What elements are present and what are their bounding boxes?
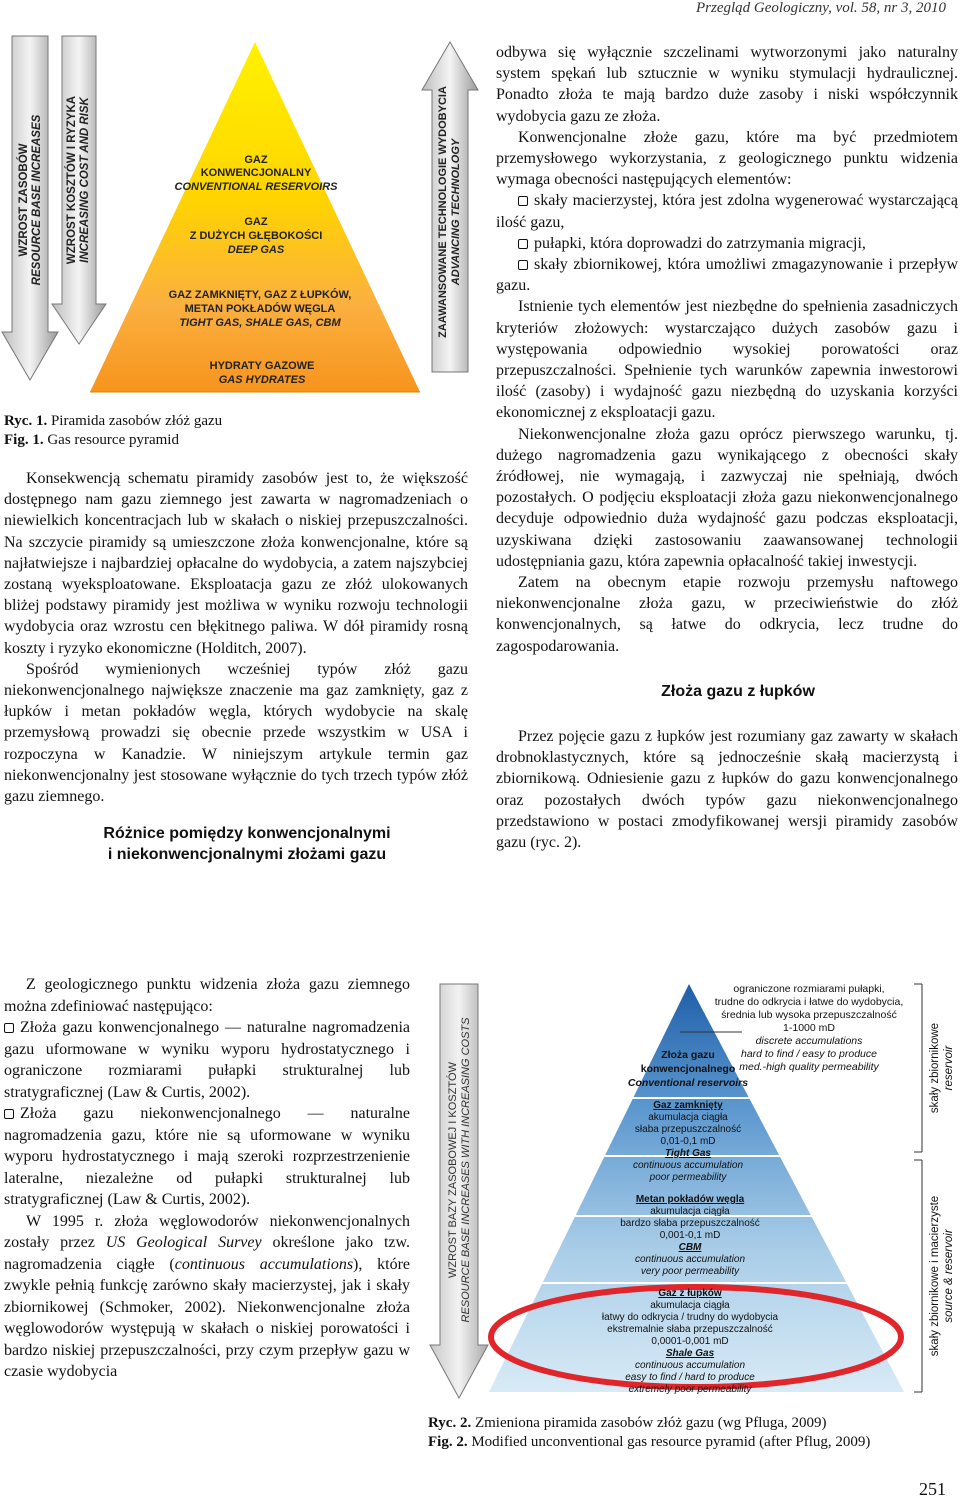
paragraph: Zatem na obecnym etapie rozwoju przemysłu naftowego niekonwencjonalne złoża gazu, w przeciwieństwie do złóż konwencjonalnych, są łatwe do odkrycia, lecz trudne do zagospodarowania. [496,574,958,655]
svg-text:RESOURCE BASE INCREASES WITH I: RESOURCE BASE INCREASES WITH INCREASING COSTS [460,1017,472,1323]
svg-text:łatwy do odkrycia / trudny do: łatwy do odkrycia / trudny do wydobycia [601,1312,779,1323]
svg-text:Shale Gas: Shale Gas [665,1348,715,1359]
svg-text:med.-high quality permeability: med.-high quality permeability [739,1061,879,1073]
svg-text:Złoża gazu: Złoża gazu [661,1049,715,1061]
paragraph: Spośród wymienionych wcześniej typów złóż gazu niekonwencjonalnego największe znaczenie ma gaz zamknięty, gaz z łupków i metan pokładów węgla, których wydobycie na skalę przemysłową prowadzi się obecnie przede wszystkim w USA i rozpoczyna w Kanadzie. W niniejszym artykule termin gaz niekonwencjonalny jest stosowane wyłącznie do tych trzech typów złóż gazu ziemnego. [4,660,468,806]
resource-cost-arrow-shape [430,984,488,1398]
svg-text:akumulacja ciągła: akumulacja ciągła [650,1206,730,1217]
resource-base-arrow-shape [2,36,58,380]
svg-text:GAZ: GAZ [244,154,268,166]
svg-text:continuous accumulation: continuous accumulation [632,1160,744,1171]
figure-1-gas-resource-pyramid [0,32,480,417]
paragraph: Z geologicznego punktu widzenia złoża gazu ziemnego można zdefiniować następująco: [4,976,410,1015]
svg-text:GAS HYDRATES: GAS HYDRATES [218,374,306,386]
section-heading: Różnice pomiędzy konwencjonalnymi [103,825,391,843]
paragraph: Niekonwencjonalne złoża gazu oprócz pierwszego warunku, tj. dużego nagromadzenia gazu wynikającego z obecności skały źródłowej, nie wymagają, i zazwyczaj nie spełniają, dwóch pozostałych. O podjęciu eksploatacji złoża gazu niekonwencjonalnego decyduje odpowiednio duża wydajność gazu podczas eksploatacji, uzyskiwana dzięki zastosowaniu zaawansowanej technologii udostępniania gazu, która zapewnia opłacalność takiej inwestycji. [496,425,958,570]
svg-text:DEEP GAS: DEEP GAS [227,244,285,256]
bullet-item: skały zbiornikowej, która umożliwi zmagazynowanie i przepływ gazu. [496,256,958,295]
svg-text:akumulacja ciągła: akumulacja ciągła [650,1300,730,1311]
svg-text:Gaz z łupków: Gaz z łupków [658,1288,722,1299]
svg-text:hard to find / easy to produce: hard to find / easy to produce [740,1048,878,1060]
section-heading: Złoża gazu z łupków [661,682,815,700]
svg-text:source & reservoir: source & reservoir [943,1229,955,1323]
svg-text:Z DUŻYCH GŁĘBOKOŚCI: Z DUŻYCH GŁĘBOKOŚCI [189,230,323,242]
source-reservoir-bracket-label [929,1196,955,1356]
svg-text:CONVENTIONAL RESERVOIRS: CONVENTIONAL RESERVOIRS [174,181,338,193]
svg-text:METAN POKŁADÓW WĘGLA: METAN POKŁADÓW WĘGLA [184,303,336,315]
conventional-note [715,983,904,1073]
svg-text:Metan pokładów węgla: Metan pokładów węgla [635,1194,745,1205]
svg-text:CBM: CBM [678,1242,702,1253]
figure-1-caption: Ryc. 1. Piramida zasobów złóż gazu Fig. 1. Gas resource pyramid [4,413,223,448]
svg-text:średnia lub wysoka przepuszcza: średnia lub wysoka przepuszczalność [721,1009,897,1021]
svg-text:konwencjonalnego: konwencjonalnego [640,1063,736,1075]
svg-text:GAZ: GAZ [244,216,268,228]
svg-text:easy to find / hard to produce: easy to find / hard to produce [625,1372,755,1383]
svg-text:continuous accumulation: continuous accumulation [634,1360,746,1371]
svg-text:Conventional reservoirs: Conventional reservoirs [627,1077,749,1089]
right-column [496,42,958,853]
svg-text:Gaz zamknięty: Gaz zamknięty [653,1100,723,1111]
checkbox-bullet-icon [518,196,528,206]
paragraph: Istnienie tych elementów jest niezbędne do spełnienia zasadniczych kryteriów złożowych: wystarczająco dużych zasobów gazu i występowania odpowiednio wysokiej porowatości oraz przepuszczalności. Spełnienie tych warunków zapewnia inwestorowi ilość (zasoby) i wydajność gazu niezbędną do uzyskania korzyści ekonomicznej z eksploatacji gazu. [496,298,958,422]
bullet-item: Złoża gazu konwencjonalnego — naturalne nagromadzenia gazu uformowane w wyniku wyporu hydrostatycznego i ograniczone rozmiarami pułapki strukturalnej lub stratygraficznej (Law & Curtis, 2002). [4,1019,410,1101]
svg-text:WZROST ZASOBÓW: WZROST ZASOBÓW [18,143,30,257]
svg-text:TIGHT GAS, SHALE GAS, CBM: TIGHT GAS, SHALE GAS, CBM [179,317,341,329]
svg-text:ZAAWANSOWANE TECHNOLOGIE WYDOB: ZAAWANSOWANE TECHNOLOGIE WYDOBYCIA [437,86,449,338]
svg-text:trudne do odkrycia i łatwe do: trudne do odkrycia i łatwe do wydobycia, [714,996,904,1008]
svg-text:skały zbiornikowe i macierzyst: skały zbiornikowe i macierzyste [929,1195,941,1357]
svg-text:INCREASING COST AND RISK: INCREASING COST AND RISK [79,97,91,263]
checkbox-bullet-icon [518,260,528,270]
svg-text:KONWENCJONALNY: KONWENCJONALNY [200,167,312,179]
svg-text:WZROST BAZY ZASOBOWEJ I KOSZTÓ: WZROST BAZY ZASOBOWEJ I KOSZTÓW [447,1062,459,1278]
running-header: Przegląd Geologiczny, vol. 58, nr 3, 2010 [696,0,946,16]
svg-text:WZROST KOSZTÓW I RYZYKA: WZROST KOSZTÓW I RYZYKA [66,95,78,265]
svg-text:very poor permeability: very poor permeability [640,1266,740,1277]
svg-text:extremely poor permeability: extremely poor permeability [628,1384,752,1395]
checkbox-bullet-icon [4,1023,14,1033]
svg-text:słaba przepuszczalność: słaba przepuszczalność [634,1124,742,1135]
svg-text:discrete accumulations: discrete accumulations [755,1035,863,1047]
svg-text:akumulacja ciągła: akumulacja ciągła [648,1112,728,1123]
left-column-lower [4,974,410,1383]
checkbox-bullet-icon [518,239,528,249]
svg-text:ograniczone rozmiarami pułapki: ograniczone rozmiarami pułapki, [733,983,885,995]
svg-text:skały zbiornikowe: skały zbiornikowe [929,1022,941,1114]
figure-2-modified-pyramid [424,980,960,1408]
paragraph: Konsekwencją schematu piramidy zasobów jest to, że większość dostępnego nam gazu ziemnego jest zawarta w nagromadzeniach o niewielkich koncentracjach lub w skałach o niskiej przepuszczalności. Na szczycie piramidy są umieszczone złoża konwencjonalne, które są najłatwiejsze i najbardziej opłacalne do wydobycia, a zatem najszybciej zostaną wyeksploatowane. Eksploatacja gazu ze złóż ulokowanych bliżej podstawy piramidy jest możliwa w wyniku rozwoju technologii wydobycia oraz wzrostu cen błękitnego paliwa. W dół piramidy rosną koszty i ryzyko ekonomiczne (Holditch, 2007). [4,470,468,657]
svg-text:0,001-0,1 mD: 0,001-0,1 mD [659,1230,721,1241]
svg-text:GAZ ZAMKNIĘTY, GAZ Z ŁUPKÓW,: GAZ ZAMKNIĘTY, GAZ Z ŁUPKÓW, [168,289,352,301]
page-number: 251 [919,1479,946,1499]
figure-2-caption: Ryc. 2. Zmieniona piramida zasobów złóż gazu (wg Pfluga, 2009) Fig. 2. Modified unconventional gas resource pyramid (after Pflug, 2009) [428,1415,871,1450]
paragraph: odbywa się wyłącznie szczelinami wytworzonymi jako naturalny system spękań lub sztucznie w wyniku stymulacji hydraulicznej. Ponadto złoża te mają bardzo duże zasoby i niski współczynnik wydobycia gazu ze złoża. [496,44,958,125]
bullet-item: skały macierzystej, która jest zdolna wygenerować wystarczającą ilość gazu, [496,192,958,231]
section-heading: i niekonwencjonalnymi złożami gazu [107,846,387,864]
svg-text:0,0001-0,001 mD: 0,0001-0,001 mD [651,1336,729,1347]
paragraph: Przez pojęcie gazu z łupków jest rozumiany gaz zawarty w skałach drobnoklastycznych, które są jednocześnie skałą macierzystą i zbiornikową. Odniesienie gazu z łupków do gazu konwencjonalnego oraz pozostałych dwóch typów gazu niekonwencjonalnego przedstawiono w postaci zmodyfikowanej wersji piramidy zasobów gazu (ryc. 2). [496,727,958,851]
reservoir-bracket-label [929,1023,955,1113]
svg-text:ADVANCING TECHNOLOGY: ADVANCING TECHNOLOGY [450,138,462,286]
left-column-upper [4,468,468,865]
svg-text:1-1000 mD: 1-1000 mD [783,1022,835,1034]
checkbox-bullet-icon [4,1109,14,1119]
paragraph: W 1995 r. złoża węglowodorów niekonwencjonalnych zostały przez US Geological Survey określone jako tzw. nagromadzenia ciągłe (continuous accumulations), które zwykle pełnią funkcję zarówno skały macierzystej, jak i skały zbiornikowej (Schmoker, 2002). Niekonwencjonalne złoża węglowodorów występują w skałach o niskiej porowatości i bardzo niskiej przepuszczalności, przy czym przepływ gazu w czasie wydobycia [4,1212,411,1380]
paragraph: Konwencjonalne złoże gazu, które ma być przedmiotem przemysłowego wykorzystania, z geologicznego punktu widzenia wymaga obecności następujących elementów: [496,128,958,189]
svg-text:reservoir: reservoir [943,1045,955,1091]
svg-text:0,01-0,1 mD: 0,01-0,1 mD [660,1136,716,1147]
svg-text:bardzo słaba przepuszczalność: bardzo słaba przepuszczalność [620,1218,760,1229]
svg-text:ekstremalnie słaba przepuszcza: ekstremalnie słaba przepuszczalność [607,1324,773,1335]
svg-text:poor permeability: poor permeability [649,1172,727,1183]
svg-text:continuous accumulation: continuous accumulation [634,1254,746,1265]
svg-text:Tight Gas: Tight Gas [665,1148,711,1159]
bullet-item: Złoża gazu niekonwencjonalnego — naturalne nagromadzenia gazu, które nie są uformowane w wyniku wyporu hydrostatycznego i mają szeroki rozprzestrzenienie lateralne, niezależne od pułapki strukturalnej lub stratygraficznej (Law & Curtis, 2002). [4,1105,410,1208]
svg-text:RESOURCE BASE INCREASES: RESOURCE BASE INCREASES [31,114,43,286]
bullet-item: pułapki, która doprowadzi do zatrzymania migracji, [496,233,958,254]
level-conventional [628,1049,748,1089]
svg-text:HYDRATY GAZOWE: HYDRATY GAZOWE [209,360,315,372]
level-tight-shale-cbm [169,288,352,329]
